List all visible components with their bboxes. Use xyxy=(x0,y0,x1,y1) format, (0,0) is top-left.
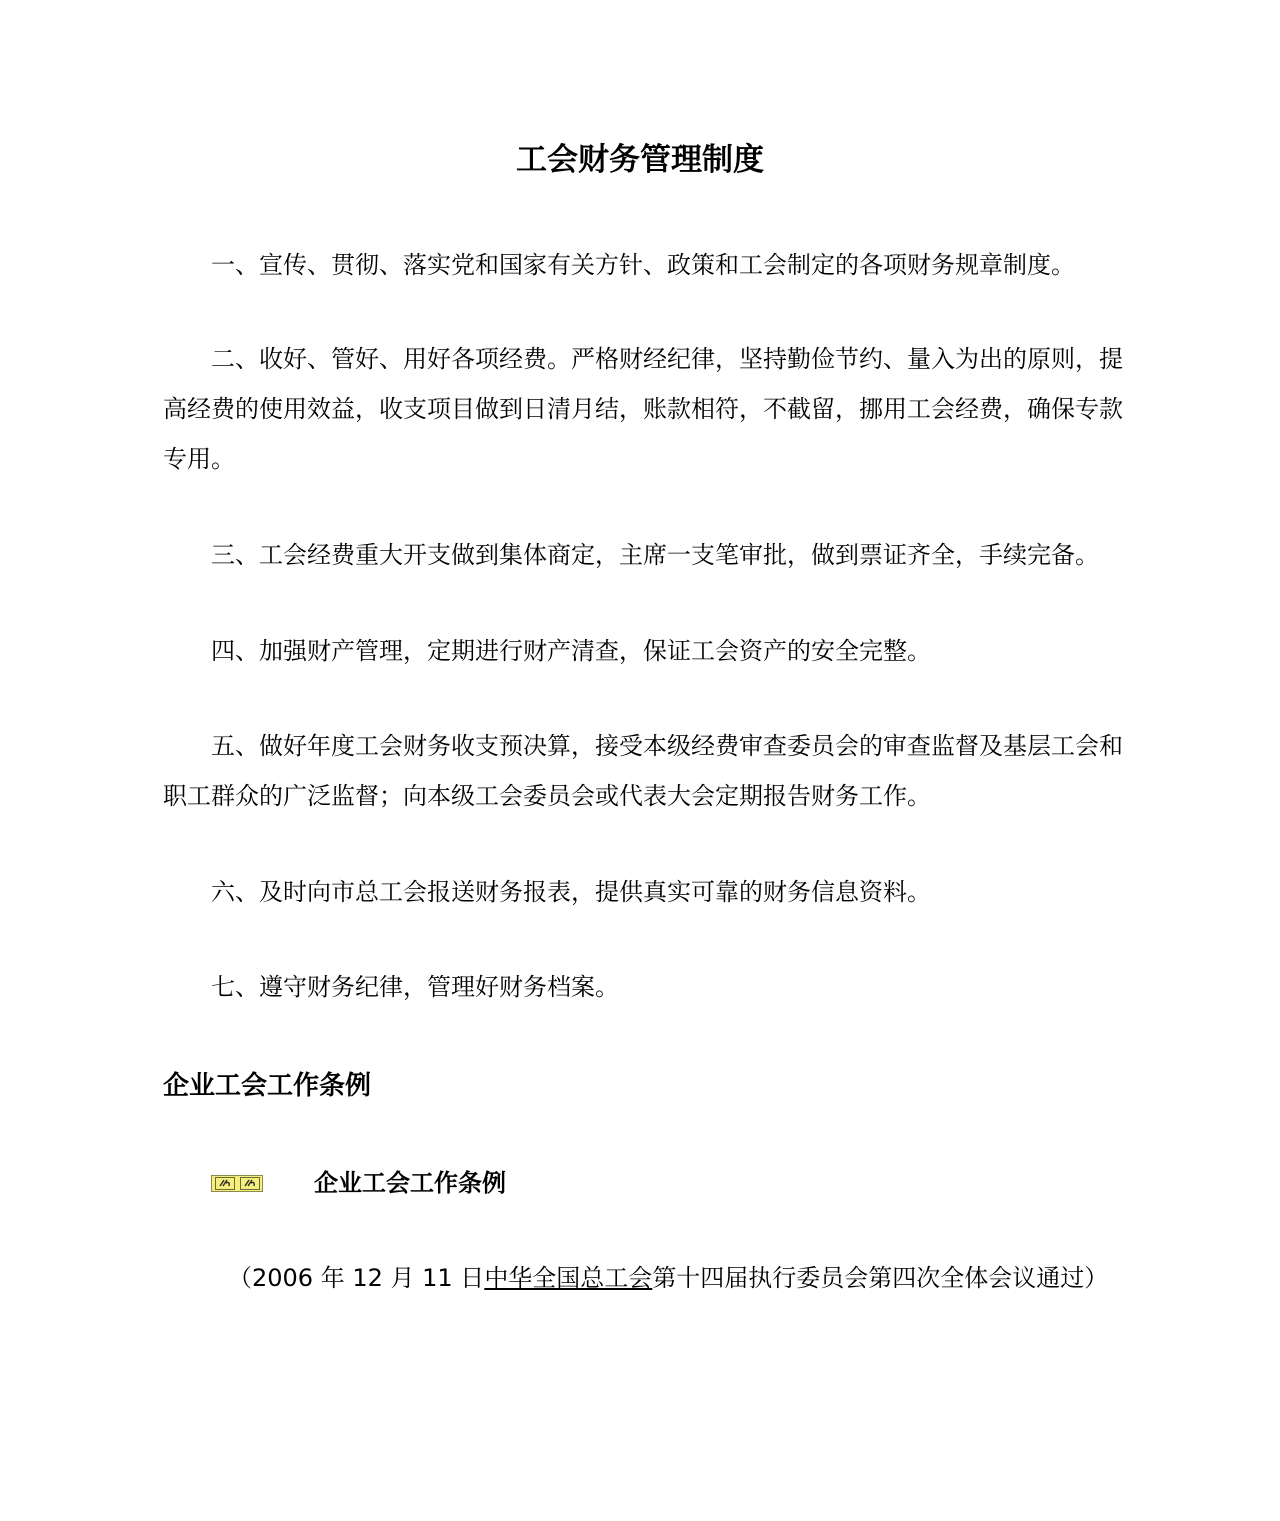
document-title: 工会财务管理制度 xyxy=(516,142,764,178)
clause-1: 一、宣传、贯彻、落实党和国家有关方针、政策和工会制定的各项财务规章制度。 xyxy=(211,251,1075,279)
clause-3: 三、工会经费重大开支做到集体商定，主席一支笔审批，做到票证齐全，手续完备。 xyxy=(211,541,1099,569)
note-suffix: 第十四届执行委员会第四次全体会议通过） xyxy=(652,1264,1109,1292)
hyperlink-icon-left xyxy=(215,1177,235,1190)
clause-6: 六、及时向市总工会报送财务报表，提供真实可靠的财务信息资料。 xyxy=(211,878,931,906)
note-prefix: （2006 年 12 月 11 日 xyxy=(228,1264,485,1292)
clause-4: 四、加强财产管理，定期进行财产清查，保证工会资产的安全完整。 xyxy=(211,637,931,665)
clause-7: 七、遵守财务纪律，管理好财务档案。 xyxy=(211,973,619,1001)
sub-heading: 企业工会工作条例 xyxy=(314,1169,506,1197)
section-heading: 企业工会工作条例 xyxy=(163,1071,372,1101)
link-icon[interactable] xyxy=(211,1175,263,1192)
clause-2: 二、收好、管好、用好各项经费。严格财经纪律，坚持勤俭节约、量入为出的原则，提高经费的使用效益，收支项目做到日清月结，账款相符，不截留，挪用工会经费，确保专款专用。 xyxy=(163,345,1123,473)
hyperlink-icon-right xyxy=(240,1177,260,1190)
adoption-note xyxy=(228,1256,1108,1300)
clause-5: 五、做好年度工会财务收支预决算，接受本级经费审查委员会的审查监督及基层工会和职工群众的广泛监督；向本级工会委员会或代表大会定期报告财务工作。 xyxy=(163,732,1123,810)
sub-heading-row xyxy=(211,1161,506,1205)
acftu-link[interactable]: 中华全国总工会 xyxy=(484,1264,653,1292)
